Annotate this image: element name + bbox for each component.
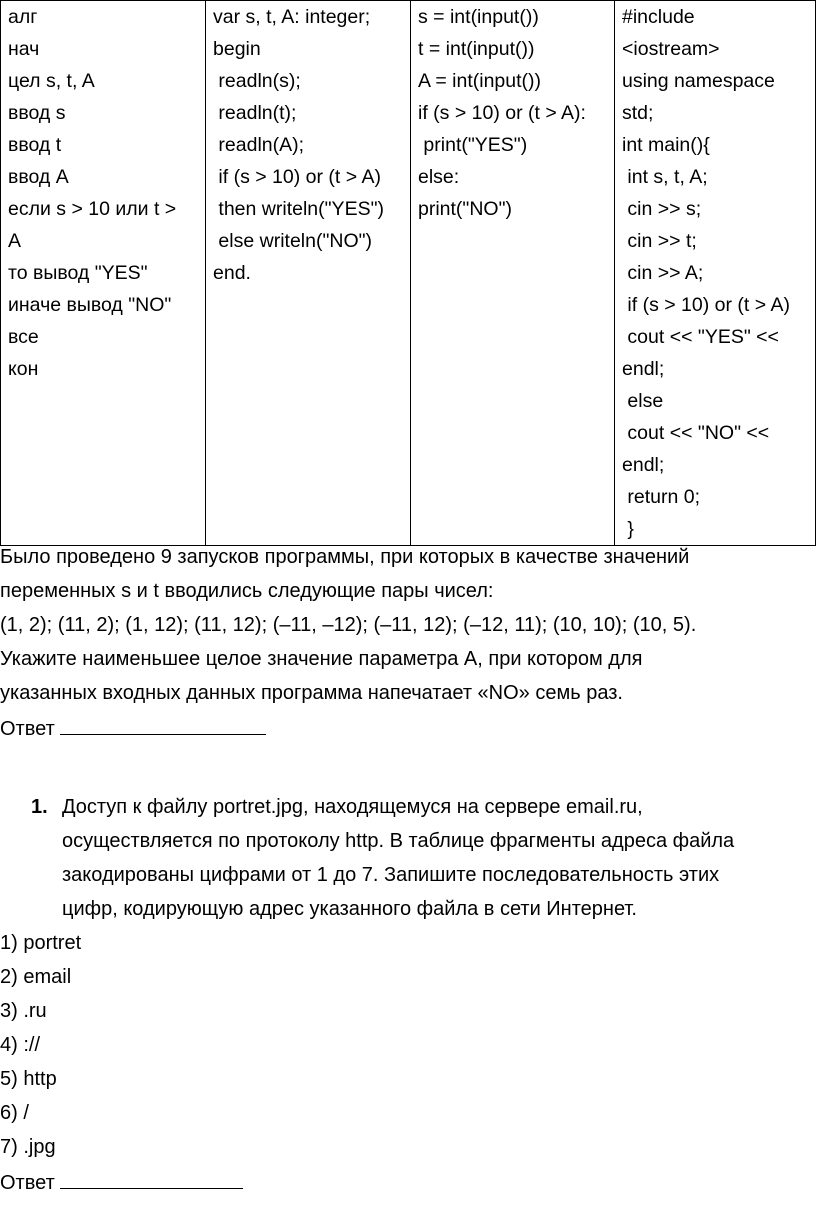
option-item: 4) :// xyxy=(0,1034,41,1056)
answer-label: Ответ xyxy=(0,718,55,740)
code-line: A = int(input()) xyxy=(418,70,542,92)
code-line: cin >> A; xyxy=(622,262,704,284)
code-line: нач xyxy=(8,38,40,60)
answer-label: Ответ xyxy=(0,1172,55,1194)
code-line: print("NO") xyxy=(418,198,513,220)
task-1-header xyxy=(0,790,816,926)
code-cell-cpp xyxy=(615,1,816,546)
option-item: 3) .ru xyxy=(0,1000,47,1022)
task-paragraph: указанных входных данных программа напечатает «NO» семь раз. xyxy=(0,682,623,704)
code-line: то вывод "YES" xyxy=(8,262,148,284)
code-line: if (s > 10) or (t > A): xyxy=(418,102,586,124)
code-line: print("YES") xyxy=(418,134,528,156)
code-line: если s > 10 или t > xyxy=(8,198,177,220)
code-line: ввод t xyxy=(8,134,62,156)
code-line: endl; xyxy=(622,454,665,476)
code-line: кон xyxy=(8,358,39,380)
option-item: 2) email xyxy=(0,966,72,988)
code-line: var s, t, A: integer; xyxy=(213,6,371,28)
option-item: 1) portret xyxy=(0,932,82,954)
code-line: int main(){ xyxy=(622,134,710,156)
answer-row xyxy=(0,710,816,746)
code-line: s = int(input()) xyxy=(418,6,539,28)
code-line: cin >> t; xyxy=(622,230,697,252)
code-line: else xyxy=(622,390,664,412)
code-line: cout << "YES" << xyxy=(622,326,779,348)
code-line: readln(t); xyxy=(213,102,297,124)
option-item: 7) .jpg xyxy=(0,1136,56,1158)
task-paragraph: Укажите наименьшее целое значение параметра А, при котором для xyxy=(0,648,643,670)
code-line: then writeln("YES") xyxy=(213,198,384,220)
code-line: return 0; xyxy=(622,486,701,508)
code-line: } xyxy=(622,518,634,540)
task-paragraph: Было проведено 9 запусков программы, при которых в качестве значений xyxy=(0,546,690,568)
code-line: алг xyxy=(8,6,38,28)
task-number: 1. xyxy=(31,796,48,818)
answer-blank[interactable] xyxy=(60,710,266,735)
answer-blank[interactable] xyxy=(60,1164,243,1189)
task-1-line: Доступ к файлу portret.jpg, находящемуся на сервере email.ru, xyxy=(62,796,643,818)
code-line: std; xyxy=(622,102,654,124)
task-1-line: цифр, кодирующую адрес указанного файла в сети Интернет. xyxy=(62,898,637,920)
code-line: int s, t, A; xyxy=(622,166,708,188)
answer-row xyxy=(0,1164,816,1200)
code-line: else writeln("NO") xyxy=(213,230,373,252)
code-line: cout << "NO" << xyxy=(622,422,770,444)
code-line: ввод s xyxy=(8,102,66,124)
code-line: <iostream> xyxy=(622,38,720,60)
task-paragraph: переменных s и t вводились следующие пары чисел: xyxy=(0,580,494,602)
task-1-line: закодированы цифрами от 1 до 7. Запишите последовательность этих xyxy=(62,864,720,886)
option-item: 5) http xyxy=(0,1068,57,1090)
code-cell-pascal xyxy=(206,1,411,546)
task-1-line: осуществляется по протоколу http. В таблице фрагменты адреса файла xyxy=(62,830,735,852)
task-text-block xyxy=(0,540,816,1200)
code-line: readln(A); xyxy=(213,134,305,156)
code-line: using namespace xyxy=(622,70,775,92)
code-line: begin xyxy=(213,38,261,60)
code-table xyxy=(0,0,816,546)
task-1-statement xyxy=(62,790,816,926)
code-line: endl; xyxy=(622,358,665,380)
task-paragraph: (1, 2); (11, 2); (1, 12); (11, 12); (–11, –12); (–11, 12); (–12, 11); (10, 10); (10, 5). xyxy=(0,614,697,636)
code-line: A xyxy=(8,230,22,252)
code-line: readln(s); xyxy=(213,70,301,92)
code-line: цел s, t, A xyxy=(8,70,95,92)
code-line: ввод A xyxy=(8,166,69,188)
code-line: cin >> s; xyxy=(622,198,702,220)
code-line: if (s > 10) or (t > A) xyxy=(622,294,790,316)
code-line: end. xyxy=(213,262,251,284)
code-line: иначе вывод "NO" xyxy=(8,294,172,316)
option-item: 6) / xyxy=(0,1102,29,1124)
code-cell-algorithmic xyxy=(1,1,206,546)
code-table-row xyxy=(1,1,816,546)
code-cell-python xyxy=(411,1,615,546)
code-line: t = int(input()) xyxy=(418,38,535,60)
code-line: else: xyxy=(418,166,460,188)
code-line: #include xyxy=(622,6,695,28)
code-line: все xyxy=(8,326,39,348)
code-line: if (s > 10) or (t > A) xyxy=(213,166,381,188)
